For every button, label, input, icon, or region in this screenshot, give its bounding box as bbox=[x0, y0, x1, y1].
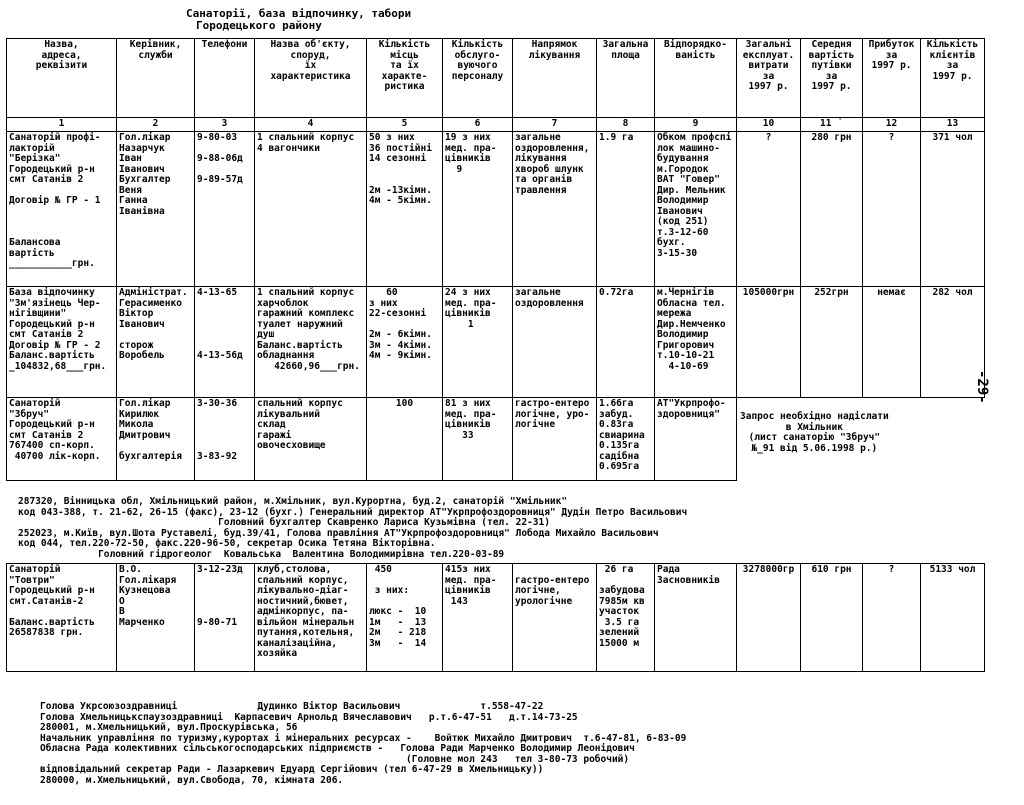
cell-profit: ? bbox=[863, 132, 921, 287]
cell-places: 50 з них 36 постійні 14 сезонні 2м -13кімн. 4м - 5кімн. bbox=[367, 132, 443, 287]
header-cell: Середня вартість путівки за 1997 р. bbox=[801, 39, 863, 118]
column-number-row bbox=[7, 118, 985, 132]
cell-phones: 9-80-03 9-88-06д 9-89-57д bbox=[195, 132, 255, 287]
cell-phones: 3-30-36 3-83-92 bbox=[195, 398, 255, 481]
title-line-2: Городецького району bbox=[196, 19, 322, 32]
cell-treatment: гастро-ентеро логічне, уро- логічне bbox=[513, 398, 597, 481]
col-number: 12 bbox=[863, 118, 921, 132]
cell-facilities: 1 спальний корпус харчоблок гаражний комплекс туалет наружний душ Баланс.вартість обладнання 42660,96___грн. bbox=[255, 287, 367, 398]
cell-price: 252грн bbox=[801, 287, 863, 398]
cell-clients: 282 чол bbox=[921, 287, 985, 398]
cell-phones: 4-13-65 4-13-56д bbox=[195, 287, 255, 398]
col-number: 2 bbox=[117, 118, 195, 132]
cell-staff: 81 з них мед. пра- цівників 33 bbox=[443, 398, 513, 481]
cell-area: 1.9 га bbox=[597, 132, 655, 287]
cell-expenses: 105000грн bbox=[737, 287, 801, 398]
cell-treatment: загальне оздоровлення, лікування хвороб шлунк та органів травлення bbox=[513, 132, 597, 287]
col-number: 1 bbox=[7, 118, 117, 132]
cell-staff: 24 з них мед. пра- цівників 1 bbox=[443, 287, 513, 398]
col-number: 3 bbox=[195, 118, 255, 132]
cell-owner: АТ"Укрпрофо- здоровниця" bbox=[655, 398, 737, 481]
col-number: 4 bbox=[255, 118, 367, 132]
page-title bbox=[186, 8, 411, 32]
cell-owner: Рада Засновників bbox=[655, 564, 737, 672]
cell-clients: 371 чол bbox=[921, 132, 985, 287]
cell-facilities: клуб,столова, спальний корпус, лікувально-діаг- ностичний,бювет, адмінкорпус, па- вільйон мінеральн путання,котельня, каналізаційна, хозяйка bbox=[255, 564, 367, 672]
footer-contacts: Голова Укрсоюзоздравниці Дудинко Віктор Васильович т.558-47-22 Голова Хмельницькспаузоздравниці Карпасевич Арнольд Вячеславович р.т.6-47-51 д.т.14-73-25 280001, м.Хмельницький, вул.Проскурівська, 56 Начальник управління по туризму,курортах і мінеральних ресурсах - Войтюк Михайло Дмитрович т.6-47-81, 6-83-09 Обласна Рада колективних сільськогосподарських підприємств - Голова Ради Марченко Володимир Леонідович (Головне мол 243 тел 3-80-73 робочий) відповідальний секретар Ради - Лазаркевич Едуард Сергійович (тел 6-47-29 в Хмельницьку)) 280000, м.Хмельницький, вул.Свобода, 70, кімната 206. bbox=[40, 701, 687, 786]
col-number: 6 bbox=[443, 118, 513, 132]
header-cell: Загальні експлуат. витрати за 1997 р. bbox=[737, 39, 801, 118]
header-cell: Назва об'єкту, споруд, їх характеристика bbox=[255, 39, 367, 118]
table-row bbox=[7, 564, 985, 672]
cell-managers: В.О. Гол.лікаря Кузнецова О В Марченко bbox=[117, 564, 195, 672]
col-number: 10 bbox=[737, 118, 801, 132]
cell-price: 610 грн bbox=[801, 564, 863, 672]
cell-facilities: спальний корпус лікувальний склад гаражі овочесховище bbox=[255, 398, 367, 481]
cell-places: 100 bbox=[367, 398, 443, 481]
cell-expenses: ? bbox=[737, 132, 801, 287]
cell-expenses: 3278000гр bbox=[737, 564, 801, 672]
cell-name: База відпочинку "Зм'язінець Чер- нігівщини" Городецький р-н смт Сатанів 2 Договір № ГР - 2 Баланс.вартість _104832,68___грн. bbox=[7, 287, 117, 398]
cell-phones: 3-12-23д 9-80-71 bbox=[195, 564, 255, 672]
cell-price: 280 грн bbox=[801, 132, 863, 287]
cell-managers: Гол.лікар Назарчук Іван Іванович Бухгалтер Веня Ганна Іванівна bbox=[117, 132, 195, 287]
cell-facilities: 1 спальний корпус 4 вагончики bbox=[255, 132, 367, 287]
col-number: 7 bbox=[513, 118, 597, 132]
header-cell: Керівник, служби bbox=[117, 39, 195, 118]
table-row bbox=[7, 132, 985, 287]
col-number: 11 ˙ bbox=[801, 118, 863, 132]
header-cell: Загальна площа bbox=[597, 39, 655, 118]
addresses-note: 287320, Вінницька обл, Хмільницький район, м.Хмільник, вул.Курортна, буд.2, санаторій "Хмільник" код 043-388, т. 21-62, 26-15 (факс), 23-12 (бухг.) Генеральний директор АТ"Укрпрофоздоровниця" Дудін Петро Васильович Головний бухгалтер Скавренко Лариса Кузьмівна (тел. 22-31) 252023, м.Київ, вул.Шота Руставелі, буд.39/41, Голова правління АТ"Укрпрофоздоровниця" Лобода Михайло Васильович код 044, тел.220-72-50, факс.220-96-50, секретар Осика Тетяна Вікторівна. Головний гідрогеолог Ковальська Валентина Володимирівна тел.220-03-89 bbox=[18, 496, 688, 560]
cell-managers: Адміністрат. Герасименко Віктор Іванович сторож Воробель bbox=[117, 287, 195, 398]
cell-managers: Гол.лікар Кирилюк Микола Дмитрович бухгалтерія bbox=[117, 398, 195, 481]
header-cell: Телефони bbox=[195, 39, 255, 118]
cell-name: Санаторій "Товтри" Городецький р-н смт.Сатанів-2 Баланс.вартість 26587838 грн. bbox=[7, 564, 117, 672]
cell-clients: 5133 чол bbox=[921, 564, 985, 672]
cell-area: 1.66га забуд. 0.83га свиарина 0.135га садібна 0.695га bbox=[597, 398, 655, 481]
header-cell: Прибуток за 1997 р. bbox=[863, 39, 921, 118]
col-number: 13 bbox=[921, 118, 985, 132]
header-cell: Відпорядко- ваність bbox=[655, 39, 737, 118]
cell-places: 60 з них 22-сезонні 2м - 6кімн. 3м - 4кімн. 4м - 9кімн. bbox=[367, 287, 443, 398]
cell-name: Санаторій "Збруч" Городецький р-н смт Сатанів 2 767400 сп-корп. 40700 лік-корп. bbox=[7, 398, 117, 481]
cell-places: 450 з них: люкс - 10 1м - 13 2м - 218 3м - 14 bbox=[367, 564, 443, 672]
title-line-1: Санаторії, база відпочинку, табори bbox=[186, 7, 412, 20]
cell-staff: 19 з них мед. пра- цівників 9 bbox=[443, 132, 513, 287]
header-cell: Напрямок лікування bbox=[513, 39, 597, 118]
cell-area: 0.72га bbox=[597, 287, 655, 398]
col-number: 8 bbox=[597, 118, 655, 132]
cell-treatment: загальне оздоровлення bbox=[513, 287, 597, 398]
col-number: 5 bbox=[367, 118, 443, 132]
header-cell: Назва, адреса, реквізити bbox=[7, 39, 117, 118]
merged-request-note: Запрос необхідно надіслати в Хмільник (лист санаторію "Збруч" №_91 від 5.06.1998 р.) bbox=[740, 411, 889, 454]
header-row bbox=[7, 39, 985, 118]
col-number: 9 bbox=[655, 118, 737, 132]
page-number: -29- bbox=[974, 370, 990, 404]
cell-profit: немає bbox=[863, 287, 921, 398]
register-table bbox=[6, 38, 985, 672]
header-cell: Кількість обслуго- вуючого персоналу bbox=[443, 39, 513, 118]
cell-owner: Обком профспі лок машино- будування м.Городок ВАТ "Говер" Дир. Мельник Володимир Іванович (код 251) т.3-12-60 бухг. 3-15-30 bbox=[655, 132, 737, 287]
cell-owner: м.Чернігів Обласна тел. мережа Дир.Немченко Володимир Григорович т.10-10-21 4-10-69 bbox=[655, 287, 737, 398]
header-cell: Кількість клієнтів за 1997 р. bbox=[921, 39, 985, 118]
table-row bbox=[7, 287, 985, 398]
cell-treatment: гастро-ентеро логічне, урологічне bbox=[513, 564, 597, 672]
cell-staff: 415з них мед. пра- цівників 143 bbox=[443, 564, 513, 672]
cell-area: 26 га забудова 7985м кв участок 3.5 га зелений 15000 м bbox=[597, 564, 655, 672]
cell-name: Санаторій профі- лакторій "Берізка" Городецький р-н смт Сатанів 2 Договір № ГР - 1 Балансова вартість ___________грн. bbox=[7, 132, 117, 287]
header-cell: Кількість місць та їх характе- ристика bbox=[367, 39, 443, 118]
cell-profit: ? bbox=[863, 564, 921, 672]
